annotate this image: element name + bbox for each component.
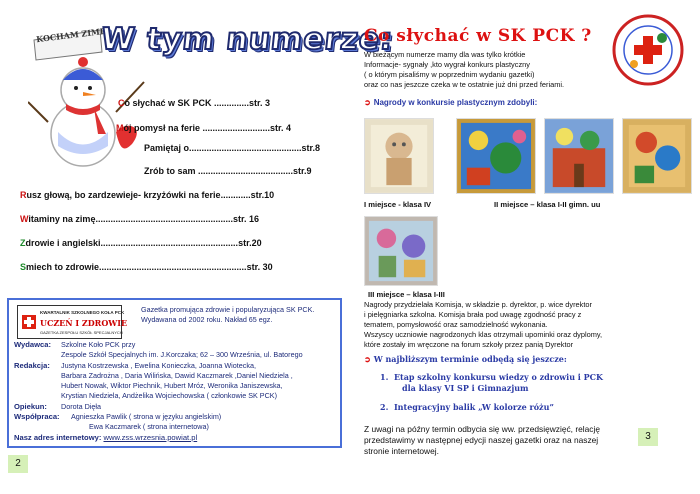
page-title: Co słychać w SK PCK ?: [364, 26, 592, 46]
toc-entry[interactable]: Zdrowie i angielski.......................................................str.20: [20, 238, 262, 248]
editors-line: Barbara Zadrożna , Daria Wilińska, Dawid Kaczmarek ,Daniel Niedziela ,: [61, 371, 293, 380]
publisher-label: Wydawca:: [14, 340, 51, 349]
outro-line: stronie internetowej.: [364, 446, 439, 456]
website-link[interactable]: www.zss.wrzesnia.powiat.pl: [103, 433, 198, 442]
guardian-name: Dorota Dięła: [61, 402, 101, 411]
arrow-bullet-icon: ➲: [364, 98, 371, 107]
intro-line: ( o którym pisaliśmy w poprzednim wydaniu gazetki): [364, 70, 535, 79]
upcoming-item: 2. Integracyjny balik „W kolorze różu”: [380, 402, 555, 412]
guardian-label: Opiekun:: [14, 402, 47, 411]
body-line: i pielęgniarka szkolna. Komisja brała pod uwagę zgodność pracy z: [364, 310, 582, 319]
publisher-line: Szkolne Koło PCK przy: [61, 340, 136, 349]
awards-heading: ➲ Nagrody w konkursie plastycznym zdobyli:: [364, 98, 538, 107]
gazette-logo: [17, 305, 128, 339]
toc-entry[interactable]: Pamiętaj o.............................................str.8: [144, 143, 321, 153]
editors-label: Redakcja:: [14, 361, 50, 370]
outro-line: przedstawimy w następnej edycji naszej gazetki oraz na naszej: [364, 435, 599, 445]
snowman-sign-text: KOCHAM ZIMĘ: [35, 25, 107, 45]
arrow-bullet-icon: ➲: [364, 354, 371, 364]
coop-label: Współpraca:: [14, 412, 60, 421]
toc-entry[interactable]: Co słychać w SK PCK ..............str. 3: [118, 98, 271, 108]
toc-entry[interactable]: Smiech to zdrowie...........................................................str. 30: [20, 262, 273, 272]
upcoming-item: 1. Etap szkolny konkursu wiedzy o zdrowiu i PCK: [380, 372, 603, 382]
upcoming-heading: ➲ W najbliższym terminie odbędą się jeszcze:: [364, 354, 567, 364]
red-cross-icon: [22, 315, 36, 329]
editors-line: Hubert Nowak, Wiktor Piechnik, Hubert Mróz, Weronika Janiszewska,: [61, 381, 283, 390]
about-line: Gazetka promująca zdrowie i popularyzująca SK PCK.: [141, 305, 315, 314]
body-line: które zostały im wręczone na forum szkoły przez panią Dyrektor: [364, 340, 574, 349]
website-row: [14, 433, 197, 442]
publisher-line: Zespole Szkół Specjalnych im. J.Korczaka; 62 – 300 Września, ul. Batorego: [61, 350, 303, 359]
artwork-photo-first-place: [364, 118, 434, 194]
issue-banner-title: W tym numerze:: [99, 22, 396, 57]
first-place-caption: I miejsce - klasa IV: [364, 200, 432, 209]
toc-entry[interactable]: Witaminy na zimę.......................................................str. 16: [20, 214, 260, 224]
body-line: tematem, pomysłowość oraz samodzielność wykonania.: [364, 320, 548, 329]
intro-line: Informacje- sygnały ,kto wygrał konkurs plastyczny: [364, 60, 530, 69]
logo-small-text: KWARTALNIK SZKOLNEGO KOŁA PCK: [40, 310, 125, 315]
second-place-caption: II miejsce – klasa I-II gimn. uu: [494, 200, 601, 209]
about-line: Wydawana od 2002 roku. Nakład 65 egz.: [141, 315, 273, 324]
upcoming-item-line2: dla klasy VI SP i Gimnazjum: [402, 383, 529, 393]
artwork-photo-second-place-b: [544, 118, 614, 194]
body-line: Nagrody przydzielała Komisja, w składzie p. dyrektor, p. wice dyrektor: [364, 300, 592, 309]
website-label: Nasz adres internetowy:: [14, 433, 102, 442]
body-line: Wszyscy uczniowie nagrodzonych klas otrzymali upominki oraz dyplomy,: [364, 330, 603, 339]
artwork-photo-second-place-c: [622, 118, 692, 194]
artwork-photo-second-place-a: [456, 118, 536, 194]
page-number: 3: [638, 428, 658, 446]
toc-entry[interactable]: Mój pomysł na ferie ...........................str. 4: [116, 123, 292, 133]
pck-club-badge: [612, 14, 684, 86]
coop-line: Ewa Kaczmarek ( strona internetowa): [89, 422, 209, 431]
third-place-caption: III miejsce – klasa I-III: [368, 290, 445, 299]
outro-line: Z uwagi na późny termin odbycia się ww. przedsięwzięć, relację: [364, 424, 600, 434]
intro-line: oraz co nas jeszcze czeka w te ostatnie już dni przed feriami.: [364, 80, 565, 89]
logo-title: UCZEŃ I ZDROWIE: [40, 318, 128, 328]
coop-line: Agnieszka Pawlik ( strona w języku angielskim): [71, 412, 222, 421]
artwork-photo-third-place: [364, 216, 438, 286]
toc-entry[interactable]: Rusz głową, bo zardzewieje- krzyżówki na ferie............str.10: [20, 190, 275, 200]
intro-line: W bieżącym numerze mamy dla was tylko krótkie: [364, 50, 526, 59]
editors-line: Justyna Kostrzewska , Ewelina Konieczka, Joanna Wiotecka,: [61, 361, 256, 370]
logo-subtitle: GAZETKA ZESPOŁU SZKÓŁ SPECJALNYCH: [40, 330, 123, 335]
right-page: [350, 0, 700, 494]
toc-entry[interactable]: Zrób to sam ......................................str.9: [144, 166, 312, 176]
editors-line: Krystian Niedziela, Andżelika Wojciechowska ( członkowie SK PCK): [61, 391, 277, 400]
page-number: 2: [8, 455, 28, 473]
masthead-box: [7, 298, 342, 448]
